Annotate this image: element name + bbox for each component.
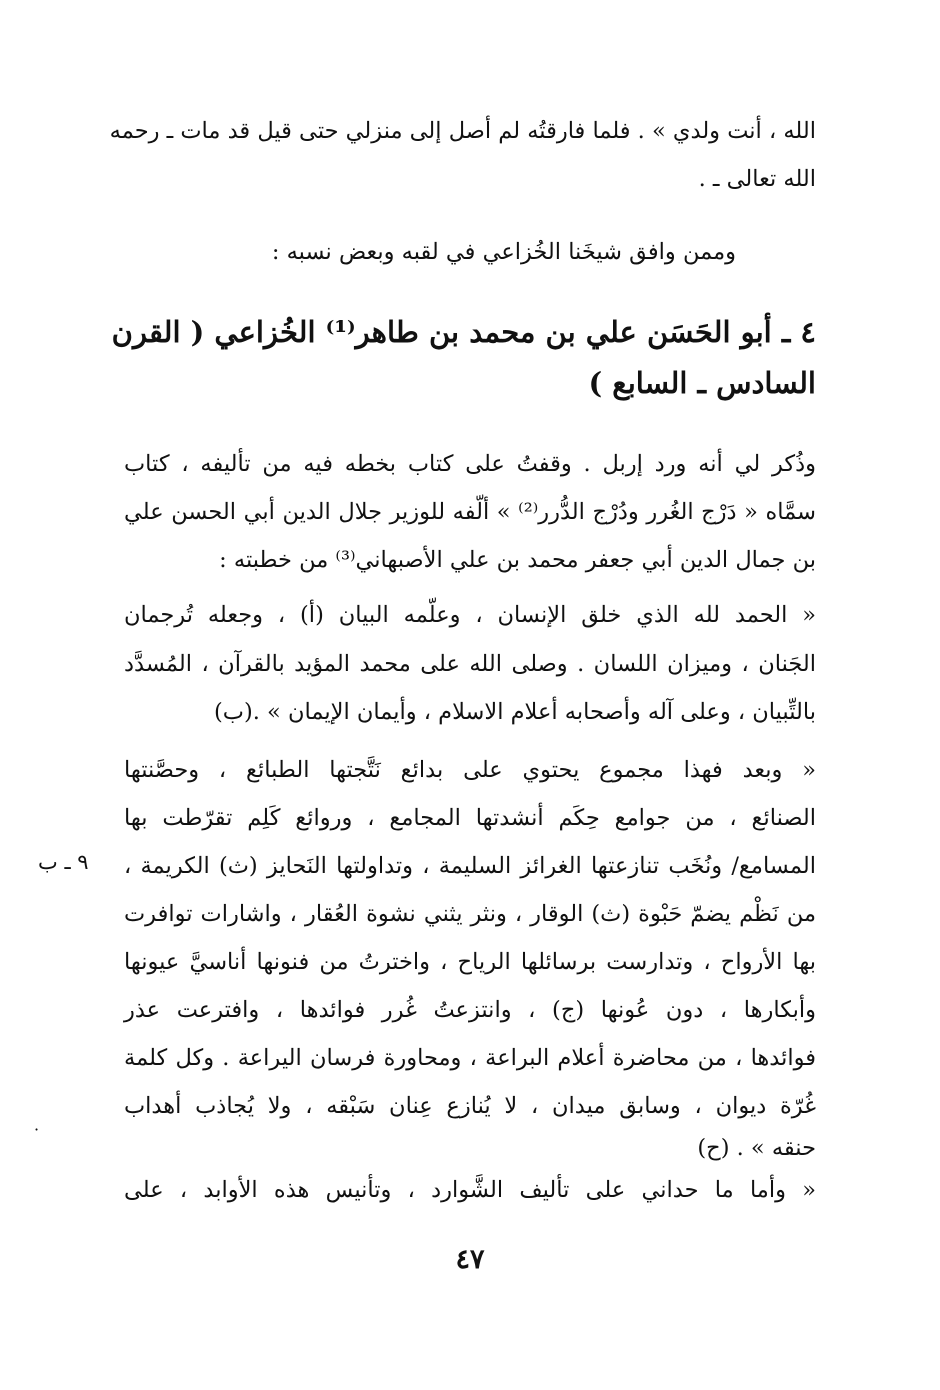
quote-line: الصنائع ، من جوامع حِكَم أنشدتها المجامع ، وروائع كَلِم تقرّطت بها [124,805,816,831]
section-heading-continued: السادس ـ السابع ) [588,366,816,400]
quote-line: « وأما ما حداني على تأليف الشَّوارد ، وتأنيس هذه الأوابد ، على [124,1177,816,1203]
quote-line: وأبكارها ، دون عُونها (ج) ، وانتزعتُ غُرر فوائدها ، وافترعت عذر [124,997,816,1023]
quote-line: من نَظْم يضمّ حَبْوة (ث) الوقار ، ونثر يثني نشوة العُقار ، واشارات توافرت [124,901,816,927]
text-line: الله ، أنت ولدي » . فلما فارقتُه لم أصل إلى منزلي حتى قيل قد مات ـ رحمه [109,118,816,144]
quote-line: بها الأرواح ، وتدارست برسائلها الرياح ، واخترتُ من فنونها أناسيَّ عيونها [124,949,816,975]
text-line: سمَّاه « دَرْج الغُرر ودُرْج الدُّرر⁽²⁾ » ألّفه للوزير جلال الدين أبي الحسن علي [124,499,816,525]
quote-line: الجَنان ، وميزان اللسان . وصلى الله على محمد المؤيد بالقرآن ، المُسدَّد [124,651,816,677]
page-number: ٤٧ [455,1244,485,1275]
quote-line: « وبعد فهذا مجموع يحتوي على بدائع نَتَّجتها الطبائع ، وحصَّنتها [124,757,816,783]
text-line: وذُكر لي أنه ورد إربل . وقفتُ على كتاب بخطه فيه من تأليفه ، كتاب [124,451,816,477]
quote-line: المسامع/ ونُخَب تنازعتها الغرائز السليمة ، وتداولتها النَحايز (ث) الكريمة ، [124,853,816,879]
text-line: بن جمال الدين أبي جعفر محمد بن علي الأصبهاني⁽³⁾ من خطبته : [219,547,816,573]
margin-folio-note: ٩ ـ ب [38,850,89,874]
quote-line: فوائدها ، من محاضرة أعلام البراعة ، ومحاورة فرسان اليراعة . وكل كلمة [124,1045,816,1071]
margin-dot: · [34,1120,40,1139]
section-heading: ٤ ـ أبو الحَسَن علي بن محمد بن طاهر⁽¹⁾ الخُزاعي ( القرن [111,315,816,349]
quote-line: بالتِّبيان ، وعلى آله وأصحابه أعلام الاسلام ، وأيمان الإيمان » .(ب) [214,699,816,725]
quote-line: غُرّة ديوان ، وسابق ميدان ، لا يُنازع عِنان سَبْقه ، ولا يُجاذب أهداب [124,1093,816,1119]
quote-line: « الحمد لله الذي خلق الإنسان ، وعلّمه البيان (أ) ، وجعله تُرجمان [124,602,816,628]
text-line: الله تعالى ـ . [698,166,816,192]
text-line: وممن وافق شيخَنا الخُزاعي في لقبه وبعض نسبه : [271,239,736,265]
quote-line: حنقه » . (ح) [697,1135,816,1161]
